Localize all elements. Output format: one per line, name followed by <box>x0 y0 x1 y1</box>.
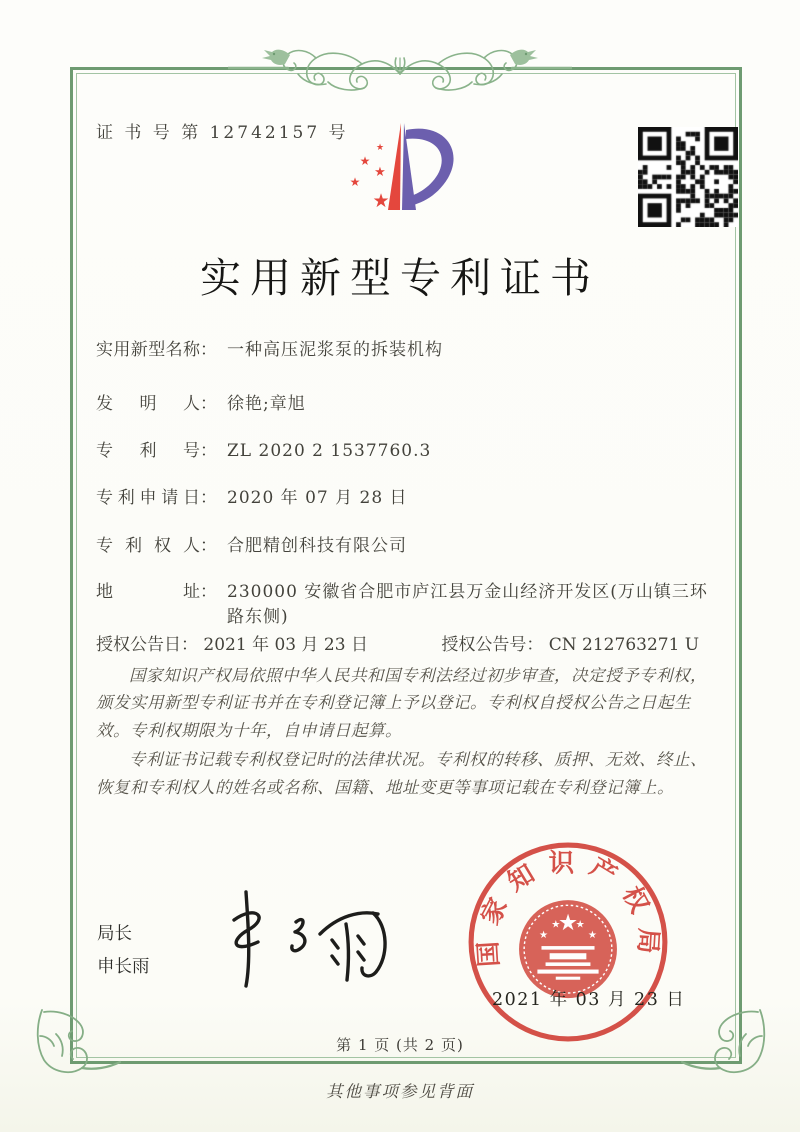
qr-code <box>638 127 738 227</box>
legal-text <box>96 662 712 803</box>
field-value: 徐艳;章旭 <box>227 394 306 414</box>
svg-text:★: ★ <box>575 919 585 931</box>
grant-number-label: 授权公告号 <box>441 635 527 655</box>
cnipa-logo-icon <box>322 110 478 228</box>
svg-text:★: ★ <box>551 919 561 931</box>
svg-text:★: ★ <box>375 143 385 153</box>
seal-date: 2021 年 03 月 23 日 <box>492 990 686 1010</box>
grant-number-value: CN 212763271 U <box>548 635 700 655</box>
signer-title: 局长 <box>97 924 132 944</box>
svg-text:★: ★ <box>557 909 579 936</box>
legal-paragraph-2: 专利证书记载专利权登记时的法律状况。专利权的转移、质押、无效、终止、恢复和专利权人的姓名或名称、国籍、地址变更等事项记载在专利登记簿上。 <box>96 750 707 797</box>
seal-text: 国家知识产权局 <box>472 848 664 968</box>
page-number: 第 1 页 (共 2 页) <box>336 1036 464 1054</box>
field-value: 2020 年 07 月 28 日 <box>227 488 408 508</box>
svg-text:★: ★ <box>372 190 390 212</box>
back-note: 其他事项参见背面 <box>326 1082 474 1101</box>
field-patentee: 专利权人： 合肥精创科技有限公司 <box>96 534 407 559</box>
field-patent-number: 专利号： ZL 2020 2 1537760.3 <box>96 439 431 464</box>
field-inventor: 发明人： 徐艳;章旭 <box>96 392 306 417</box>
grant-date-label: 授权公告日 <box>96 635 181 655</box>
official-seal <box>466 840 670 1044</box>
dragon-ornament-icon <box>228 38 572 100</box>
field-value: ZL 2020 2 1537760.3 <box>227 441 432 461</box>
svg-text:★: ★ <box>587 929 598 941</box>
national-emblem-icon <box>519 900 617 998</box>
svg-text:★: ★ <box>538 929 549 941</box>
field-label: 发明人 <box>96 394 200 414</box>
grant-date-value: 2021 年 03 月 23 日 <box>203 635 368 655</box>
svg-text:★: ★ <box>349 175 361 189</box>
certificate-title: 实用新型专利证书 <box>200 254 600 302</box>
field-value: 一种高压泥浆泵的拆装机构 <box>227 340 443 360</box>
svg-text:★: ★ <box>359 154 371 168</box>
field-filing-date: 专利申请日： 2020 年 07 月 28 日 <box>96 486 408 511</box>
certificate-number: 证 书 号 第 12742157 号 <box>96 123 349 143</box>
signer-block <box>97 918 150 985</box>
field-label: 专利权人 <box>96 536 200 556</box>
field-value: 合肥精创科技有限公司 <box>227 536 407 556</box>
signature <box>208 882 408 992</box>
field-label: 专利号 <box>96 441 200 461</box>
field-utility-model-name: 实用新型名称： 一种高压泥浆泵的拆装机构 <box>96 338 443 363</box>
svg-text:★: ★ <box>374 165 386 180</box>
signer-name: 申长雨 <box>97 957 150 978</box>
field-value: 230000 安徽省合肥市庐江县万金山经济开发区(万山镇三环路东侧) <box>227 582 708 627</box>
grant-row: 授权公告日： 2021 年 03 月 23 日 授权公告号： CN 212763271 U <box>96 635 700 655</box>
field-address: 地址： 230000 安徽省合肥市庐江县万金山经济开发区(万山镇三环路东侧) <box>96 580 713 629</box>
legal-paragraph-1: 国家知识产权局依照中华人民共和国专利法经过初步审查，决定授予专利权，颁发实用新型专利证书并在专利登记簿上予以登记。专利权自授权公告之日起生效。专利权期限为十年，自申请日起算。 <box>96 666 707 740</box>
field-label: 专利申请日 <box>96 488 200 508</box>
field-label: 实用新型名称 <box>96 340 200 360</box>
field-label: 地址 <box>96 582 200 602</box>
